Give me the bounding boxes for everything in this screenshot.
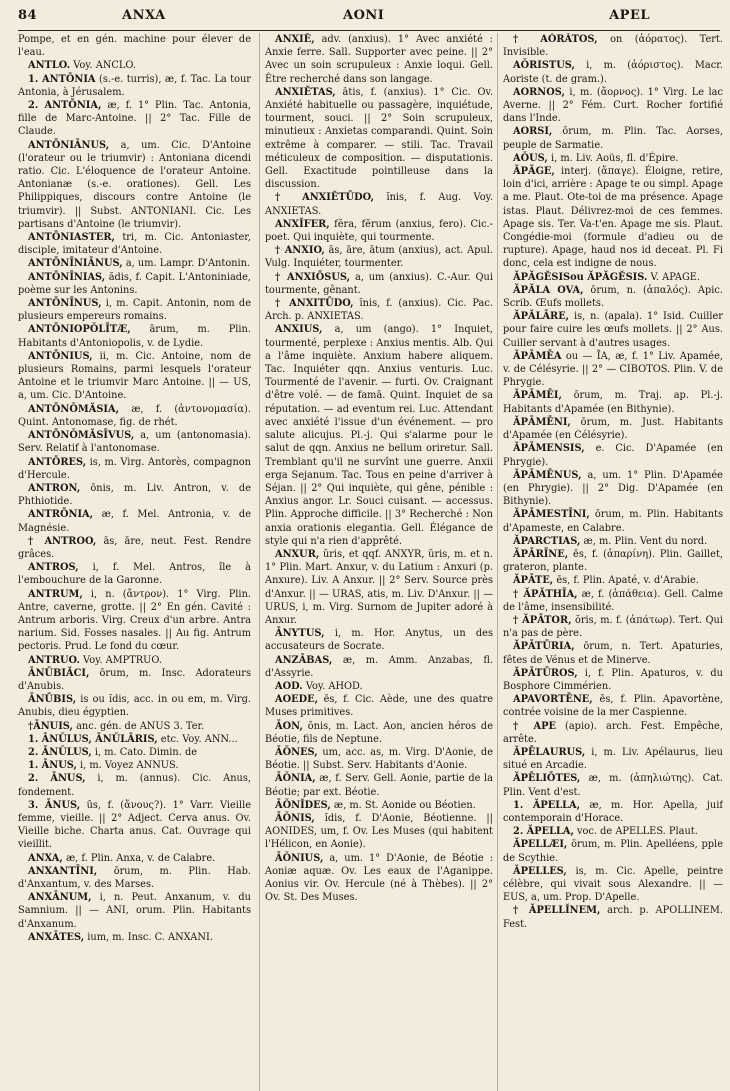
dictionary-entry bbox=[265, 297, 493, 323]
dictionary-entry bbox=[503, 746, 723, 772]
entry-headword: † AŎRĀTOS, bbox=[513, 34, 598, 45]
entry-definition: i, m. Hor. Anytus, un des accusateurs de Socrate. bbox=[265, 628, 493, 653]
entry-definition: i, m. Liv. Aoüs, fl. d'Épire. bbox=[550, 152, 679, 164]
entry-definition: æ, m. Plin. Vent du nord. bbox=[583, 535, 708, 547]
dictionary-entry bbox=[18, 720, 251, 733]
dictionary-entry bbox=[18, 99, 251, 139]
dictionary-entry bbox=[503, 904, 723, 930]
dictionary-entry bbox=[265, 680, 493, 693]
entry-headword: ĂPĀRĪNE, bbox=[513, 548, 569, 560]
entry-definition: ĭnis, f. Aug. Voy. ANXIETAS. bbox=[265, 192, 493, 217]
entry-headword: ĂPĀMĒA bbox=[513, 350, 562, 362]
entry-headword: ĀŎNĬDES, bbox=[275, 799, 331, 811]
entry-definition: ĭdis, f. D'Aonie, Béotienne. || AONIDES, um, f. Ov. Les Muses (qui habitent l'Hélicon, en Aonie). bbox=[265, 812, 493, 851]
entry-definition: Voy. AMPTRUO. bbox=[83, 654, 163, 666]
entry-headword: ANTŌNIUS, bbox=[28, 350, 93, 362]
dictionary-entry bbox=[503, 772, 723, 798]
entry-headword: † ANTROO, bbox=[28, 535, 97, 547]
entry-definition: (s.-e. turris), æ, f. Tac. La tour Antonia, à Jérusalem. bbox=[18, 73, 251, 98]
dictionary-entry bbox=[18, 508, 251, 534]
entry-headword: 1. ĂPELLA, bbox=[513, 799, 581, 811]
dictionary-entry bbox=[503, 416, 723, 442]
column-left bbox=[18, 33, 251, 1091]
entry-headword: ĂPĂGE, bbox=[513, 166, 555, 178]
entry-definition: ii, m. Cic. Antoine, nom de plusieurs Romains, parmi lesquels l'orateur Antoine et le triumvir Marc Antoine. || — US, a, um. Cic. D'Antoine. bbox=[18, 350, 251, 402]
entry-definition: is, m. Cic. Apelle, peintre célèbre, qui vivait sous Alexandre. || — EUS, a, um. Prop. D'Apelle. bbox=[503, 865, 723, 904]
entry-headword: ANXIĔTAS, bbox=[275, 86, 336, 98]
dictionary-entry bbox=[18, 323, 251, 349]
entry-headword: ĂPĂLĀRE, bbox=[513, 311, 570, 323]
entry-headword: ANTŌNĪNIAS, bbox=[28, 271, 106, 283]
entry-definition: ōrum, m. Traj. ap. Pl.-j. Habitants d'Apamée (en Bithynie). bbox=[503, 390, 723, 415]
entry-headword: AORSI, bbox=[513, 126, 553, 138]
dictionary-entry bbox=[18, 693, 251, 719]
entry-definition: is, m. Virg. Antorès, compagnon d'Hercule. bbox=[18, 456, 251, 481]
entry-headword: † ĂPĀTOR, bbox=[513, 614, 572, 626]
header-rule bbox=[18, 30, 720, 31]
dictionary-entry bbox=[265, 627, 493, 653]
dictionary-entry bbox=[265, 746, 493, 772]
entry-definition: ōrum, m. Plin. Apelléens, pple de Scythie. bbox=[503, 839, 723, 864]
entry-headword: APAVORTĒNE, bbox=[513, 694, 593, 706]
entry-definition: i, m. Liv. Apélaurus, lieu situé en Arcadie. bbox=[503, 746, 723, 772]
entry-headword: ĂPĀMĒNI, bbox=[513, 416, 571, 428]
entry-headword: ĂPARCTIAS, bbox=[513, 535, 581, 547]
dictionary-entry bbox=[503, 588, 723, 614]
entry-definition: æ, f. (ἀπάθεια). Gell. Calme de l'âme, insensibilité. bbox=[503, 588, 723, 613]
entry-headword: AOEDE, bbox=[275, 694, 318, 706]
entry-definition: Pompe, et en gén. machine pour élever de l'eau. bbox=[18, 34, 251, 59]
dictionary-entry bbox=[503, 59, 723, 85]
entry-headword: ĂPĀMENSIS, bbox=[513, 443, 585, 455]
entry-headword: ANTLO. bbox=[28, 60, 71, 72]
dictionary-entry bbox=[265, 548, 493, 627]
entry-headword: ANTŌRES, bbox=[28, 456, 87, 468]
entry-headword: ANXĀNUM, bbox=[28, 892, 92, 904]
dictionary-entry bbox=[18, 482, 251, 508]
entry-headword: ANZĀBAS, bbox=[275, 654, 333, 666]
entry-headword: ANTŌNIĀNUS, bbox=[28, 139, 110, 151]
entry-definition: i, m. Cato. Dimin. de bbox=[94, 746, 198, 758]
header-right-guide-word: APEL bbox=[609, 8, 650, 23]
entry-headword: ANTŌNĪNIĀNUS, bbox=[28, 258, 123, 270]
entry-headword: † ANXITŪDO, bbox=[275, 298, 354, 310]
entry-definition: i, m. Capit. Antonin, nom de plusieurs empereurs romains. bbox=[18, 298, 251, 323]
entry-definition: æ, f. Serv. Gell. Aonie, partie de la Béotie; par ext. Béotie. bbox=[265, 773, 493, 798]
dictionary-entry bbox=[18, 535, 251, 561]
entry-definition: ēs, f. Plin. Apavortène, contrée voisine de la mer Caspienne. bbox=[503, 694, 723, 719]
dictionary-entry bbox=[503, 165, 723, 271]
entry-headword: ĂPĀMĒNUS, bbox=[513, 469, 582, 481]
entry-headword: ĂPELLES, bbox=[513, 865, 567, 877]
entry-definition: ōnis, m. Liv. Antron, v. de Phthiotide. bbox=[18, 482, 251, 508]
entry-headword: 2. ĀNUS, bbox=[28, 773, 86, 785]
entry-definition: æ, m. (ἀπηλιώτης). Cat. Plin. Vent d'est. bbox=[503, 773, 723, 798]
dictionary-entry bbox=[503, 720, 723, 746]
entry-headword: ĀON, bbox=[275, 720, 303, 732]
dictionary-entry bbox=[503, 271, 723, 284]
entry-definition: ās, āre, neut. Fest. Rendre grâces. bbox=[18, 535, 251, 560]
entry-definition: is ou ĭdis, acc. in ou em, m. Virg. Anubis, dieu égyptien. bbox=[18, 694, 251, 719]
entry-definition: ōrum, m. Just. Habitants d'Apamée (en Célésyrie). bbox=[503, 416, 723, 442]
dictionary-entry bbox=[503, 284, 723, 310]
entry-headword: †ĀNUIS, bbox=[28, 720, 73, 732]
entry-headword: ĀNYTUS, bbox=[275, 628, 325, 640]
dictionary-entry bbox=[265, 323, 493, 547]
dictionary-entry bbox=[265, 86, 493, 192]
dictionary-entry bbox=[18, 746, 251, 759]
dictionary-entry bbox=[18, 852, 251, 865]
dictionary-entry bbox=[265, 271, 493, 297]
dictionary-entry bbox=[503, 469, 723, 509]
dictionary-entry bbox=[503, 548, 723, 574]
entry-headword: ANXUR, bbox=[275, 548, 320, 560]
dictionary-entry bbox=[18, 891, 251, 931]
entry-definition: i, m. (annus). Cic. Anus, fondement. bbox=[18, 773, 251, 798]
entry-headword: † ANXIŌSUS, bbox=[275, 271, 351, 283]
dictionary-entry bbox=[265, 720, 493, 746]
dictionary-entry bbox=[503, 640, 723, 666]
dictionary-entry bbox=[503, 574, 723, 587]
entry-definition: ēs, f. Cic. Aède, une des quatre Muses primitives. bbox=[265, 694, 493, 719]
entry-definition: i, n. (ἄντρον). 1° Virg. Plin. Antre, caverne, grotte. || 2° En gén. Cavité : Antrum arboris. Virg. Creux d'un arbre. Antra narium. Sid. Fosses nasales. || Au fig. Antrum pectoris. Prud. Le fond du cœur. bbox=[18, 588, 251, 653]
dictionary-entry bbox=[18, 588, 251, 654]
dictionary-entry bbox=[18, 667, 251, 693]
entry-definition: ēs, f. (ἀπαρίνη). Plin. Gaillet, grateron, plante. bbox=[503, 548, 723, 574]
entry-headword: 1. ANTŌNIA bbox=[28, 73, 96, 85]
entry-definition: a, um (anxius). C.-Aur. Qui tourmente, gênant. bbox=[265, 271, 493, 296]
entry-headword: ANTŌNŎMĂSĪVUS, bbox=[28, 430, 135, 442]
dictionary-entry bbox=[265, 693, 493, 719]
entry-definition: i, m. (ἀόριστος). Macr. Aoriste (t. de gram.). bbox=[503, 60, 723, 85]
dictionary-entry bbox=[503, 865, 723, 905]
entry-headword: ĂPĀTŪROS, bbox=[513, 667, 578, 679]
entry-definition: is, n. (apala). 1° Isid. Cuiller pour faire cuire les œufs mollets. || 2° Aus. Cuiller servant à d'autres usages. bbox=[503, 311, 723, 349]
dictionary-entry bbox=[18, 73, 251, 99]
dictionary-entry bbox=[18, 59, 251, 72]
entry-definition: ŏnis, m. Lact. Aon, ancien héros de Béotie, fils de Neptune. bbox=[265, 720, 493, 745]
header-left-guide-word: ANXA bbox=[122, 8, 166, 23]
entry-headword: ĂPĒLAURUS, bbox=[513, 746, 586, 758]
entry-definition: anc. gén. de ANUS 3. Ter. bbox=[76, 720, 205, 732]
entry-definition: ōrum, m. Plin. Habitants d'Apameste, en Calabre. bbox=[503, 509, 723, 534]
entry-headword: ĂPĀTE, bbox=[513, 575, 554, 587]
entry-definition: (apio). arch. Fest. Empêche, arrête. bbox=[503, 720, 723, 745]
entry-definition: ās, āre, ātum (anxius), act. Apul. Vulg. Inquiéter, tourmenter. bbox=[265, 245, 493, 270]
running-header bbox=[18, 8, 720, 30]
entry-definition: interj. (ἄπαγε). Éloigne, retire, loin d'ici, arrière : Apage te ou simpl. Apage a me. Plaut. Ote-toi de ma présence. Apage istas. Plaut. Délivrez-moi de ces femmes. Apage sis. Ter. Va-t'en. Apage me sis. Plaut. Congédie-moi (formule d'adieu ou de rupture). Apage, haud nos id deceat. Pl. Fi donc, cela est indigne de nous. bbox=[503, 166, 723, 270]
dictionary-entry bbox=[503, 350, 723, 390]
entry-definition: tri, m. Cic. Antoniaster, disciple, imitateur d'Antoine. bbox=[18, 232, 251, 257]
entry-headword: ĂPĂGĔSISou ĂPĂGĔSIS. bbox=[513, 271, 648, 283]
entry-headword: 2. ĀNŬLUS, bbox=[28, 746, 92, 758]
dictionary-entry bbox=[503, 310, 723, 350]
dictionary-entry bbox=[503, 442, 723, 468]
entry-headword: 1. ĀNUS, bbox=[28, 760, 77, 772]
dictionary-entry bbox=[18, 403, 251, 429]
entry-headword: ANXIĒ, bbox=[275, 34, 315, 45]
dictionary-entry bbox=[503, 125, 723, 151]
entry-definition: Voy. ANCLO. bbox=[73, 60, 136, 72]
entry-definition: Voy. AHOD. bbox=[305, 680, 363, 692]
entry-headword: † ANXIĔTŪDO, bbox=[275, 192, 375, 204]
entry-headword: AORNOS, bbox=[513, 86, 565, 98]
entry-headword: ANTŌNIOPŎLĪTÆ, bbox=[28, 324, 131, 336]
dictionary-entry bbox=[18, 799, 251, 852]
entry-definition: ōrum, m. Plin. Hab. d'Anxantum, v. des Marses. bbox=[18, 865, 251, 890]
entry-headword: ĀNŪBIĂCI, bbox=[28, 667, 90, 679]
entry-definition: ōrum, m. Insc. Adorateurs d'Anubis. bbox=[18, 667, 251, 692]
dictionary-entry bbox=[503, 535, 723, 548]
entry-definition: ēs, f. Plin. Apaté, v. d'Arabie. bbox=[556, 575, 699, 587]
dictionary-entry bbox=[265, 33, 493, 86]
dictionary-entry bbox=[503, 799, 723, 825]
entry-definition: i, m. (ἄορνος). 1° Virg. Le lac Averne. || 2° Fém. Curt. Rocher fortifié dans l'Inde. bbox=[503, 86, 723, 125]
entry-definition: arch. p. APOLLINEM. Fest. bbox=[503, 905, 723, 930]
dictionary-entry bbox=[18, 297, 251, 323]
entry-definition: æ, f. Plin. Anxa, v. de Calabre. bbox=[65, 852, 216, 864]
entry-headword: ĂPĒLIŌTES, bbox=[513, 773, 581, 785]
entry-definition: ium, m. Insc. C. ANXANI. bbox=[87, 931, 213, 943]
entry-headword: 2. ANTŌNIA, bbox=[28, 100, 102, 112]
dictionary-entry bbox=[265, 852, 493, 905]
dictionary-entry bbox=[265, 654, 493, 680]
entry-definition: ōrum, n. (ἁπαλός). Apic. Scrib. Œufs mollets. bbox=[503, 284, 723, 310]
dictionary-entry bbox=[503, 508, 723, 534]
entry-headword: ANTROS, bbox=[28, 562, 79, 574]
dictionary-entry bbox=[503, 33, 723, 59]
entry-headword: ANXA, bbox=[28, 852, 63, 864]
dictionary-entry bbox=[18, 456, 251, 482]
entry-headword: ĂPELLÆI, bbox=[513, 839, 568, 851]
entry-definition: i, n. Peut. Anxanum, v. du Samnium. || — ANI, orum. Plin. Habitants d'Anxanum. bbox=[18, 892, 251, 930]
entry-headword: ĀŎNIS, bbox=[275, 812, 315, 824]
entry-definition: a, um. Lampr. D'Antonin. bbox=[125, 258, 251, 270]
entry-definition: ŏris, m. f. (ἀπάτωρ). Tert. Qui n'a pas de père. bbox=[503, 614, 723, 640]
entry-headword: ANTŌNIASTER, bbox=[28, 232, 115, 244]
entry-headword: ANXIUS, bbox=[275, 324, 323, 336]
entry-headword: † APE bbox=[513, 720, 556, 732]
dictionary-entry bbox=[18, 772, 251, 798]
entry-definition: ārum, m. Plin. Habitants d'Antoniopolis, v. de Lydie. bbox=[18, 324, 251, 349]
dictionary-entry bbox=[18, 271, 251, 297]
entry-definition: voc. de APELLES. Plaut. bbox=[577, 826, 698, 838]
dictionary-entry bbox=[265, 244, 493, 270]
entry-headword: ĀŎNIA, bbox=[275, 773, 316, 785]
entry-definition: a, um (ango). 1° Inquiet, tourmenté, perplexe : Anxius mentis. Alb. Qui a l'âme inquiète. Anxium habere aliquem. Tac. Inquiéter qqn. Anxius venturis. Luc. Tourmenté de l'avenir. — furti. Ov. Craignant d'être volé. — de famā. Quint. Inquiet de sa réputation. — ad eventum rei. Luc. Attendant avec anxiété l'issue d'un événement. — pro salute alicujus. Pl.-j. Qui s'alarme pour le salut de qqn. Anxius ne bellum oriretur. Sall. Tremblant qu'il ne survînt une guerre. Anxii erga Sejanum. Tac. Tous en peine d'arriver à Séjan. || 2° Qui inquiète, qui gêne, pénible : Anxius angor. Lr. Souci cuisant. — accessus. Plin. Approche difficile. || 3° Recherché : Non anxia orationis elegantia. Gell. Élégance de style qui n'a rien d'apprêté. bbox=[265, 324, 493, 547]
entry-definition: a, um. 1° Plin. D'Apamée (en Phrygie). || 2° Dig. D'Apamée (en Bithynie). bbox=[503, 469, 723, 508]
header-center-guide-word: AONI bbox=[343, 8, 385, 23]
entry-headword: 3. ĀNUS, bbox=[28, 799, 81, 811]
entry-headword: AOD. bbox=[275, 680, 303, 692]
dictionary-entry bbox=[18, 654, 251, 667]
dictionary-entry bbox=[18, 931, 251, 944]
entry-definition: ĭnis, f. (anxius). Cic. Pac. Arch. p. ANXIETAS. bbox=[265, 298, 493, 323]
dictionary-entry bbox=[18, 429, 251, 455]
entry-definition: V. APAGE. bbox=[650, 271, 701, 283]
entry-definition: um, acc. as, m. Virg. D'Aonie, de Béotie. || Subst. Serv. Habitants d'Aonie. bbox=[265, 746, 493, 772]
column-middle bbox=[259, 33, 493, 1091]
dictionary-entry bbox=[18, 561, 251, 587]
dictionary-entry bbox=[18, 733, 251, 746]
entry-headword: AŎRISTUS, bbox=[513, 60, 575, 72]
entry-headword: 1. ĀNŬLUS, ĀNŬLĀRIS, bbox=[28, 733, 158, 745]
entry-headword: ĂPĀTŪRIA, bbox=[513, 641, 575, 653]
dictionary-entry bbox=[265, 772, 493, 798]
entry-definition: i, f. Plin. Apaturos, v. du Bosphore Cimmérien. bbox=[503, 667, 723, 692]
entry-definition: i, f. Mel. Antros, île à l'embouchure de la Garonne. bbox=[18, 562, 251, 587]
dictionary-entry bbox=[503, 86, 723, 126]
entry-headword: ANTRUM, bbox=[28, 588, 83, 600]
entry-headword: ĂPĀMESTĪNI, bbox=[513, 509, 590, 521]
entry-definition: æ, m. St. Aonide ou Béotien. bbox=[333, 799, 476, 811]
entry-definition: ātis, f. (anxius). 1° Cic. Ov. Anxiété habituelle ou passagère, inquiétude, tourment, souci. || 2° Soin scrupuleux, minutieux : Anxietas comparandi. Quint. Soin extrême à comparer. — stili. Tac. Travail méticuleux de composition. — disputationis. Gell. Exactitude pointilleuse dans la discussion. bbox=[265, 86, 493, 191]
entry-definition: i, m. Voyez ANNUS. bbox=[80, 760, 179, 772]
entry-headword: 2. ĂPELLA, bbox=[513, 826, 574, 838]
entry-definition: on (ἀόρατος). Tert. Invisible. bbox=[503, 34, 723, 59]
dictionary-entry bbox=[18, 139, 251, 231]
dictionary-entry bbox=[503, 825, 723, 838]
entry-headword: † ĂPELLĬNEM, bbox=[513, 905, 601, 917]
entry-headword: ANXANTĪNI, bbox=[28, 865, 98, 877]
dictionary-entry bbox=[18, 350, 251, 403]
entry-definition: adv. (anxius). 1° Avec anxiété : Anxie ferre. Sall. Supporter avec peine. || 2° Avec un soin scrupuleux : Anxie loqui. Gell. Être recherché dans son langage. bbox=[265, 34, 493, 85]
entry-headword: † ĂPĂTHĪA, bbox=[513, 588, 578, 600]
dictionary-entry bbox=[265, 812, 493, 852]
entry-headword: ANTRUO. bbox=[28, 654, 80, 666]
entry-definition: æ, m. Hor. Apella, juif contemporain d'Horace. bbox=[503, 799, 723, 824]
entry-definition: a, um. 1° D'Aonie, de Béotie : Aoniæ aquæ. Ov. Les eaux de l'Aganippe. Aonius vir. Ov. Hercule (né à Thèbes). || 2° Ov. St. Des Muses. bbox=[265, 852, 493, 904]
entry-definition: etc. Voy. ANN... bbox=[160, 733, 238, 745]
dictionary-entry bbox=[18, 865, 251, 891]
entry-definition: æ, f. (ἀντονομασία). Quint. Antonomase, fig. de rhét. bbox=[18, 403, 251, 428]
dictionary-entry bbox=[265, 218, 493, 244]
entry-headword: ĂPĀMĒI, bbox=[513, 390, 562, 402]
entry-headword: ĀŎNES, bbox=[275, 746, 318, 758]
entry-definition: ou — ĪA, æ, f. 1° Liv. Apamée, v. de Célésyrie. || 2° — CIBOTOS. Plin. V. de Phrygie. bbox=[503, 350, 723, 389]
entry-headword: ĀŎNIUS, bbox=[275, 852, 324, 864]
entry-definition: æ, f. Mel. Antronia, v. de Magnésie. bbox=[18, 509, 251, 534]
dictionary-entry bbox=[503, 838, 723, 864]
entry-headword: † ANXIO, bbox=[275, 245, 325, 257]
dictionary-entry bbox=[503, 693, 723, 719]
dictionary-entry bbox=[18, 759, 251, 772]
dictionary-entry bbox=[265, 799, 493, 812]
entry-headword: ANTŌNŎMĂSIA, bbox=[28, 403, 119, 415]
entry-definition: ădis, f. Capit. L'Antoniniade, poème sur les Antonins. bbox=[18, 271, 251, 296]
entry-headword: ANTRON, bbox=[28, 482, 81, 494]
dictionary-entry bbox=[503, 614, 723, 640]
entry-definition: ōrum, m. Plin. Tac. Aorses, peuple de Sarmatie. bbox=[503, 126, 723, 151]
dictionary-entry bbox=[503, 152, 723, 165]
entry-headword: ANXĬFER, bbox=[275, 218, 330, 230]
entry-headword: ANXĀTES, bbox=[28, 931, 85, 943]
dictionary-entry bbox=[18, 33, 251, 59]
entry-definition: ūs, f. (ἄνους?). 1° Varr. Vieille femme, vieille. || 2° Adject. Cerva anus. Ov. Vieille biche. Charta anus. Cat. Ouvrage qui vieillit. bbox=[18, 799, 251, 851]
entry-definition: ōrum, n. Tert. Apaturies, fêtes de Vénus et de Minerve. bbox=[503, 641, 723, 666]
entry-headword: AŎUS, bbox=[513, 152, 548, 164]
entry-headword: ANTRŌNIA, bbox=[28, 509, 94, 521]
entry-definition: a, um (antonomasia). Serv. Relatif à l'antonomase. bbox=[18, 430, 251, 455]
entry-definition: æ, m. Amm. Anzabas, fl. d'Assyrie. bbox=[265, 654, 493, 679]
entry-definition: a, um. Cic. D'Antoine (l'orateur ou le triumvir) : Antoniana dicendi ratio. Cic. L'éloquence de l'orateur Antoine. Antonianæ (s.-e. orationes). Gell. Les Philippiques, discours contre Antoine (le triumvir). || Subst. ANTONIANI. Cic. Les partisans d'Antoine (le triumvir). bbox=[18, 139, 251, 230]
dictionary-entry bbox=[18, 257, 251, 270]
page-number: 84 bbox=[18, 8, 38, 23]
entry-headword: ĂPĂLA OVA, bbox=[513, 284, 584, 296]
dictionary-entry bbox=[265, 191, 493, 217]
column-right bbox=[497, 33, 723, 1091]
entry-definition: ŭris, et qqf. ANXYR, ŭris, m. et n. 1° Plin. Mart. Anxur, v. du Latium : Anxuri (p. Anxure). Liv. A Anxur. || 2° Serv. Source près d'Anxur. || — URAS, atis, m. Liv. D'Anxur. || — URUS, i, m. Virg. Surnom de Jupiter adoré à Anxur. bbox=[265, 548, 493, 626]
entry-headword: ANTŌNĪNUS, bbox=[28, 298, 102, 310]
dictionary-entry bbox=[503, 389, 723, 415]
dictionary-entry bbox=[503, 667, 723, 693]
dictionary-entry bbox=[18, 231, 251, 257]
entry-definition: e. Cic. D'Apamée (en Phrygie). bbox=[503, 443, 723, 468]
entry-definition: fĕra, fĕrum (anxius, fero). Cic.-poet. Qui inquiète, qui tourmente. bbox=[265, 218, 493, 244]
entry-definition: æ, f. 1° Plin. Tac. Antonia, fille de Marc-Antoine. || 2° Tac. Fille de Claude. bbox=[18, 100, 251, 138]
entry-headword: ĀNŪBIS, bbox=[28, 694, 77, 706]
